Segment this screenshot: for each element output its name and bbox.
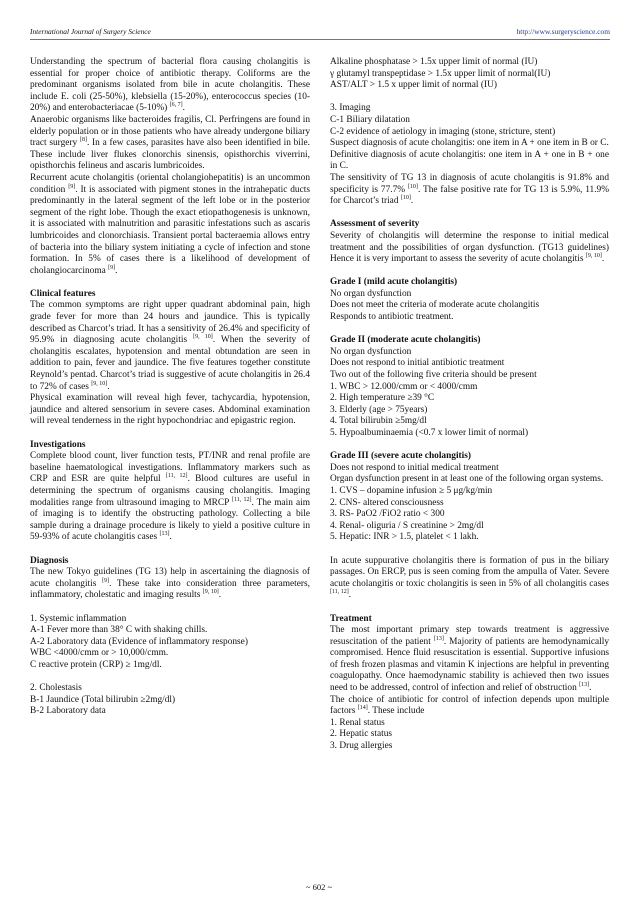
citation: [9, 10] [91, 380, 108, 387]
citation: [9] [102, 577, 110, 584]
heading-assessment-of-severity: Assessment of severity [330, 219, 420, 230]
list-item: 5. Hypoalbuminaemia (<0.7 x lower limit of normal) [330, 428, 529, 438]
criteria-line: C reactive protein (CRP) ≥ 1mg/dl. [30, 659, 162, 670]
citation: [10] [400, 195, 411, 202]
paragraph-suppurative-cholangitis: In acute suppurative cholangitis there is formation of pus in the biliary passages. On ERCP, pus is seen coming from the ampulla of Vater. Severe acute cholangitis or toxic cholangitis is seen in 5% of all cholangitis cases [11, 12]. [330, 555, 609, 601]
citation: [6, 7] [169, 102, 183, 109]
citation: [13] [579, 681, 590, 688]
grade-criteria-line: No organ dysfunction [330, 288, 412, 299]
heading-investigations: Investigations [30, 439, 86, 450]
grade-criteria-line: Does not meet the criteria of moderate acute cholangitis [330, 300, 540, 311]
citation: [13] [433, 635, 444, 642]
paragraph-bacterial-flora: Understanding the spectrum of bacterial flora causing cholangitis is essential for proper choice of antibiotic therapy. Coliforms are the predominant organisms isolated from bile in acute cholangitis. These include E. coli (25-50%), klebsiella (15-20%), enterococcus species (10- 20%) and enterobacteriacae (5-10%) [6, 7]. [30, 57, 310, 114]
criteria-imaging-title: 3. Imaging [330, 103, 371, 114]
paragraph-treatment: The most important primary step towards treatment is aggressive resuscitation of the patient [13]. Majority of patients are hemodynamically compromised. Hence fluid resuscitation is essential. Supportive infusions of fresh frozen plasmas and vitamin K injections are helpful in preventing coagulopathy. Once haemodynamic stability is achieved then two issues need to be addressed, control of infection and relief of obstruction [13]. [330, 625, 610, 694]
criteria-line: WBC <4000/cmm or > 10,000/cmm. [30, 648, 169, 659]
criteria-line: A-2 Laboratory data (Evidence of inflammatory response) [30, 636, 248, 647]
criteria-systemic-inflammation-title: 1. Systemic inflammation [30, 613, 127, 624]
heading-grade-3: Grade III (severe acute cholangitis) [330, 451, 472, 462]
citation: [9, 10] [193, 334, 213, 341]
suspect-diagnosis: Suspect diagnosis of acute cholangitis: one item in A + one item in B or C. [330, 138, 609, 149]
list-item: 2. CNS- altered consciousness [330, 497, 444, 508]
list-item: 1. CVS – dopamine infusion ≥ 5 μg/kg/min [330, 485, 493, 496]
citation: [13] [159, 531, 170, 538]
heading-treatment: Treatment [330, 613, 372, 624]
grade-criteria-line: No organ dysfunction [330, 346, 412, 357]
right-column [330, 57, 609, 753]
heading-diagnosis: Diagnosis [30, 555, 69, 566]
grade-criteria-line: Organ dysfunction present in at least one of the following organ systems. [330, 474, 604, 485]
grade-criteria-line: Does not respond to initial medical treatment [330, 462, 499, 473]
list-item: 2. High temperature ≥39 °C [330, 393, 435, 404]
paragraph-symptoms: The common symptoms are right upper quadrant abdominal pain, high grade fever for more than 24 hours and jaundice. This is typically described as Charcot’s triad. It has a sensitivity of 26.4% and specificity of 95.9% in diagnosing acute cholangitis [9, 10]. When the severity of cholangitis escalates, hypotension and mental obtundation are seen in addition to pain, fever and jaundice. The five features together constitute Reynold’s pentad. Charcot’s triad is suggestive of acute cholangitis in 26.4 to 72% of cases [9, 10]. [30, 300, 310, 392]
grade-criteria-line: Does not respond to initial antibiotic treatment [330, 358, 505, 369]
list-item: 4. Total bilirubin ≥5mg/dl [330, 416, 427, 427]
citation: [11, 12] [232, 496, 252, 503]
citation: [10] [407, 183, 418, 190]
heading-grade-1: Grade I (mild acute cholangitis) [330, 277, 458, 288]
citation: [14] [357, 705, 368, 712]
left-column [30, 57, 310, 718]
list-item: 1. WBC > 12.000/cmm or < 4000/cmm [330, 381, 478, 392]
citation: [9] [68, 183, 76, 190]
citation: [11, 12] [330, 589, 349, 596]
list-item: 3. RS- PaO2 /FiO2 ratio < 300 [330, 509, 445, 520]
list-item: 3. Drug allergies [330, 741, 393, 752]
lab-criteria-line: AST/ALT > 1.5 x upper limit of normal (IU) [330, 80, 497, 91]
paragraph-anaerobic: Anaerobic organisms like bacteroides fragilis, Cl. Perfringens are found in elderly population or in those patients who have already undergone biliary tract surgery [8]. In a few cases, parasites have also been identified in bile. These include liver flukes clonorchis sinensis, opisthorchis viverrini, opisthorchis felineus and ascaris lumbricoides. [30, 114, 310, 172]
citation: [8] [79, 137, 87, 144]
heading-grade-2: Grade II (moderate acute cholangitis) [330, 335, 481, 346]
journal-name: International Journal of Surgery Science [30, 27, 151, 36]
criteria-line: C-1 Biliary dilatation [330, 114, 410, 125]
citation: [9] [108, 264, 116, 271]
citation: [9, 10] [585, 252, 602, 259]
heading-clinical-features: Clinical features [30, 288, 96, 299]
paragraph-antibiotic-choice: The choice of antibiotic for control of infection depends upon multiple factors [14]. These include [330, 694, 609, 717]
paragraph-recurrent-cholangitis: Recurrent acute cholangitis (oriental cholangiohepatitis) is an uncommon condition [9]. It is associated with pigment stones in the intrahepatic ducts predominantly in the lateral segment of the left lobe or in the posterior segment of the right lobe. Though the exact etiopathogenesis is unknown, it is associated with malnutrition and parasitic infestations such as ascaris lumbricoides and clonorchiasis. Transient portal bacteraemia allows entry of bacteria into the biliary system initiating a cycle of infection and stone formation. In 5% of cases there is a likelihood of development of cholangiocarcinoma [9]. [30, 172, 310, 276]
criteria-line: B-2 Laboratory data [30, 706, 106, 717]
citation: [11, 12] [165, 473, 188, 480]
paragraph-severity: Severity of cholangitis will determine the response to initial medical treatment and the possibilities of organ dysfunction. (TG13 guidelines) Hence it is very important to assess the severity of acute cholangitis [9, 10]. [330, 230, 609, 265]
grade-criteria-line: Responds to antibiotic treatment. [330, 312, 454, 323]
grade-criteria-line: Two out of the following five criteria should be present [330, 370, 537, 381]
citation: [9, 10] [202, 589, 219, 596]
criteria-line: C-2 evidence of aetiology in imaging (stone, stricture, stent) [330, 126, 556, 137]
criteria-line: A-1 Fever more than 38° C with shaking chills. [30, 625, 208, 636]
list-item: 2. Hepatic status [330, 729, 393, 740]
criteria-line: B-1 Jaundice (Total bilirubin ≥2mg/dl) [30, 694, 176, 705]
page-number: ~ 602 ~ [305, 882, 333, 892]
paragraph-physical-exam: Physical examination will reveal high fever, tachycardia, hypotension, jaundice and altered sensorium in severe cases. Abdominal examination will reveal tenderness in the right hypochondriac and epigastric region. [30, 393, 310, 427]
paragraph-sensitivity: The sensitivity of TG 13 in diagnosis of acute cholangitis is 91.8% and specificity is 77.7% [10]. The false positive rate for TG 13 is 5.9%, 11.9% for Charcot’s triad [10]. [330, 172, 609, 207]
running-header [30, 27, 610, 40]
list-item: 1. Renal status [330, 717, 385, 728]
paragraph-investigations: Complete blood count, liver function tests, PT/INR and renal profile are baseline haematological investigations. Inflammatory markers such as CRP and ESR are quite helpful [11, 12]. Blood cultures are useful in determining the spectrum of organisms causing cholangitis. Imaging modalities range from ultrasound imaging to MRCP [11, 12]. The main aim of imaging is to identify the obstructing pathology. Collecting a bile sample during a drainage procedure is likely to yield a positive culture in 59-93% of acute cholangitis cases [13]. [30, 451, 310, 543]
list-item: 4. Renal- oliguria / S creatinine > 2mg/dl [330, 520, 484, 531]
journal-url-link[interactable]: http://www.surgeryscience.com [516, 27, 610, 36]
lab-criteria-line: γ glutamyl transpeptidase > 1.5x upper limit of normal(IU) [330, 68, 551, 79]
paragraph-diagnosis: The new Tokyo guidelines (TG 13) help in ascertaining the diagnosis of acute cholangitis [9]. These take into consideration three parameters, inflammatory, cholestatic and imaging results [9, 10]. [30, 567, 310, 601]
definitive-diagnosis: Definitive diagnosis of acute cholangitis: one item in A + one in B + one in C. [330, 149, 609, 172]
list-item: 3. Elderly (age > 75years) [330, 404, 428, 415]
lab-criteria-line: Alkaline phosphatase > 1.5x upper limit of normal (IU) [330, 57, 538, 67]
list-item: 5. Hepatic: INR > 1.5, platelet < 1 lakh. [330, 532, 479, 543]
criteria-cholestasis-title: 2. Cholestasis [30, 683, 82, 694]
